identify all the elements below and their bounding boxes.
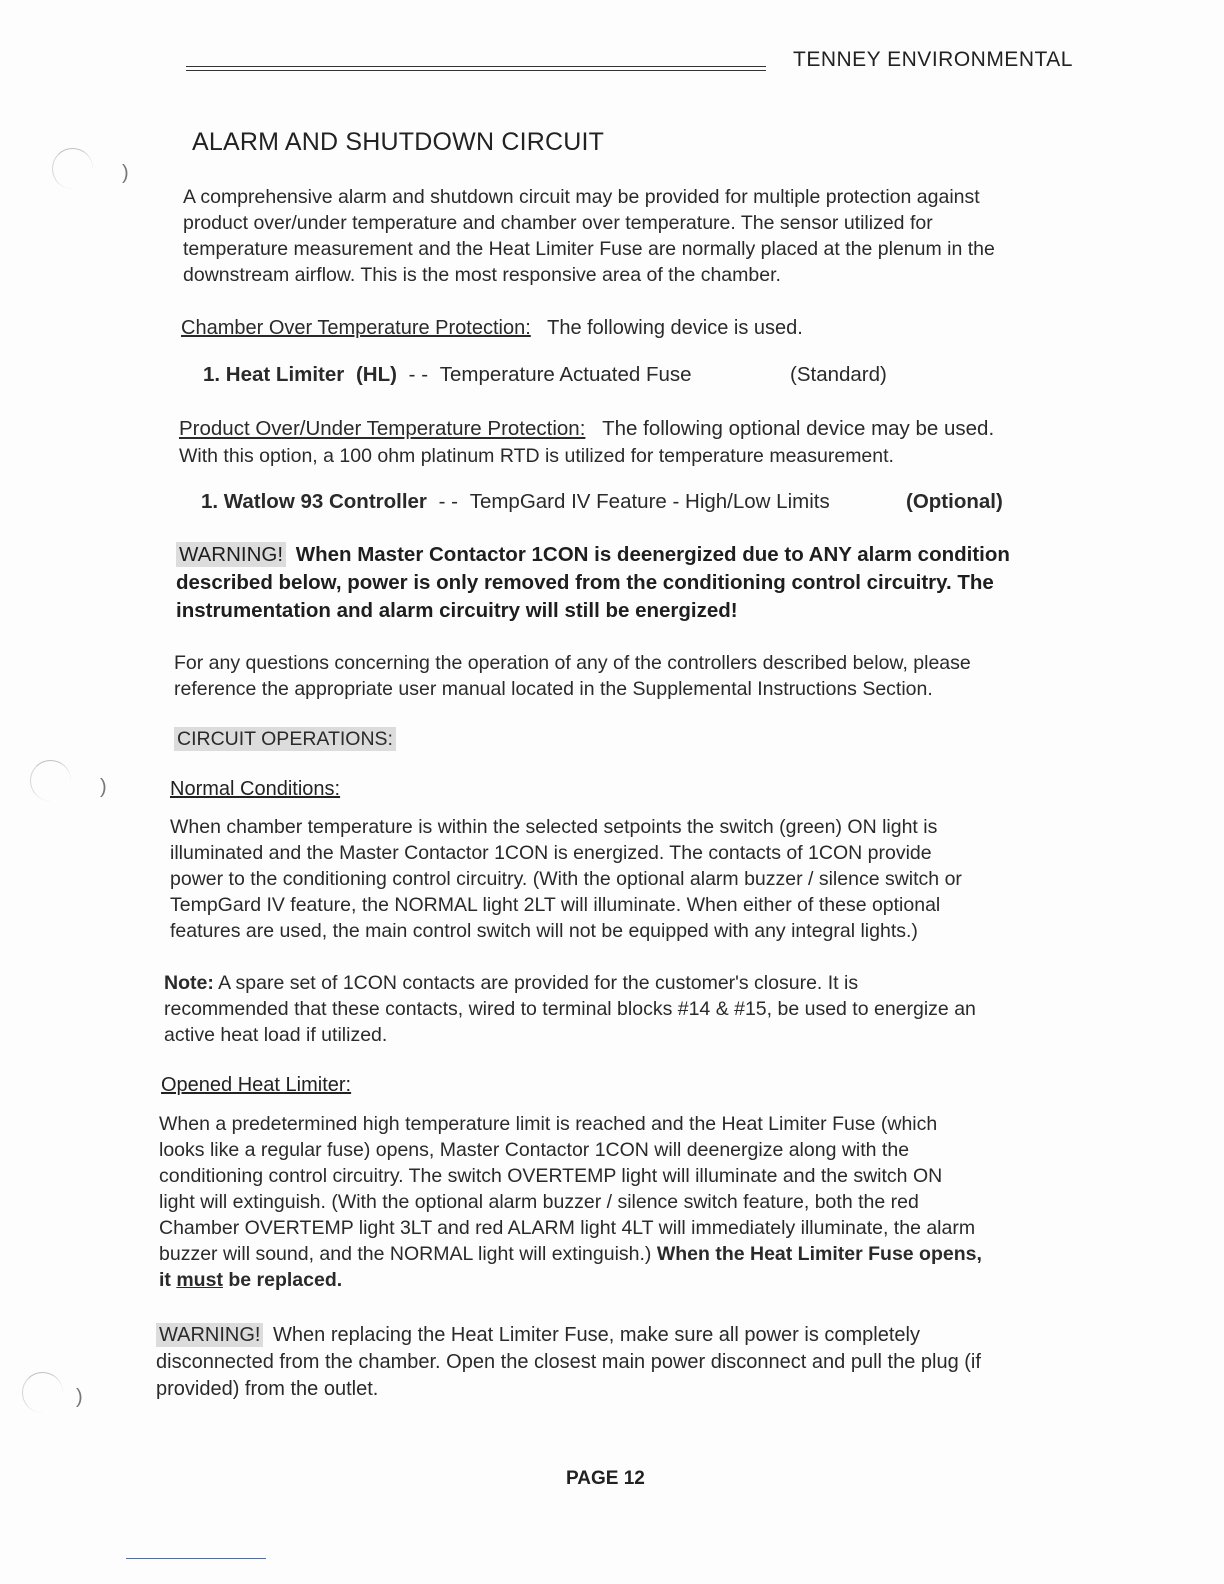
punch-hole-middle xyxy=(30,760,71,801)
opened-line: conditioning control circuitry. The switch OVERTEMP light will illuminate and the switch ON xyxy=(159,1165,943,1187)
normal-line: power to the conditioning control circuitry. (With the optional alarm buzzer / silence switch or xyxy=(170,868,962,890)
item-separator: - - xyxy=(438,490,458,513)
intro-paragraph xyxy=(183,184,995,288)
warning-line: disconnected from the chamber. Open the closest main power disconnect and pull the plug (if xyxy=(156,1351,981,1373)
questions-line: For any questions concerning the operation of any of the controllers described below, please xyxy=(174,652,971,674)
punch-hole-middle-mark: ) xyxy=(100,776,107,798)
warning-tag: WARNING! xyxy=(156,1323,263,1347)
opened-line: When a predetermined high temperature limit is reached and the Heat Limiter Fuse (which xyxy=(159,1113,938,1135)
warning-line: provided) from the outlet. xyxy=(156,1378,379,1400)
normal-conditions-paragraph xyxy=(170,814,962,944)
note-label: Note: xyxy=(164,972,214,994)
note-line: A spare set of 1CON contacts are provided for the customer's closure. It is xyxy=(218,972,859,994)
product-protection-item xyxy=(201,489,830,515)
chamber-protection-heading: Chamber Over Temperature Protection: xyxy=(181,317,531,339)
circuit-operations-label: CIRCUIT OPERATIONS: xyxy=(174,727,396,751)
warning-tag: WARNING! xyxy=(176,542,286,567)
questions-paragraph xyxy=(174,650,971,702)
product-protection xyxy=(179,416,994,442)
chamber-protection xyxy=(181,315,803,341)
punch-hole-bottom-mark: ) xyxy=(76,1386,83,1408)
warning-block-1 xyxy=(176,541,1010,625)
warning-line: When replacing the Heat Limiter Fuse, make sure all power is completely xyxy=(273,1324,920,1346)
normal-line: features are used, the main control switch will not be equipped with any integral lights.) xyxy=(170,920,918,942)
circuit-operations-heading xyxy=(174,726,396,752)
warning-block-2 xyxy=(156,1322,981,1403)
normal-line: TempGard IV feature, the NORMAL light 2LT will illuminate. When either of these optional xyxy=(170,894,941,916)
normal-line: When chamber temperature is within the selected setpoints the switch (green) ON light is xyxy=(170,816,938,838)
warning-line: described below, power is only removed from the conditioning control circuitry. The xyxy=(176,571,994,594)
opened-line-must: must xyxy=(176,1269,223,1291)
opened-line: buzzer will sound, and the NORMAL light will extinguish.) xyxy=(159,1243,652,1265)
item-label: 1. Watlow 93 Controller xyxy=(201,490,427,513)
opened-heat-limiter-heading: Opened Heat Limiter: xyxy=(161,1074,352,1096)
punch-hole-top xyxy=(52,148,93,189)
normal-conditions-heading: Normal Conditions: xyxy=(170,778,341,800)
note-paragraph xyxy=(164,970,976,1048)
punch-hole-top-mark: ) xyxy=(122,162,129,184)
header-rule-secondary xyxy=(186,70,766,71)
note-line: active heat load if utilized. xyxy=(164,1024,388,1046)
warning-line: instrumentation and alarm circuitry will still be energized! xyxy=(176,599,738,622)
punch-hole-bottom xyxy=(22,1372,63,1413)
normal-line: illuminated and the Master Contactor 1CON is energized. The contacts of 1CON provide xyxy=(170,842,932,864)
intro-line: downstream airflow. This is the most responsive area of the chamber. xyxy=(183,264,781,286)
intro-line: A comprehensive alarm and shutdown circuit may be provided for multiple protection against xyxy=(183,186,980,208)
opened-line-it: it xyxy=(159,1269,171,1291)
questions-line: reference the appropriate user manual located in the Supplemental Instructions Section. xyxy=(174,678,933,700)
opened-line-bold: When the Heat Limiter Fuse opens, xyxy=(656,1243,982,1265)
header-rule xyxy=(186,66,766,67)
opened-line-replaced: be replaced. xyxy=(228,1269,343,1291)
chamber-protection-text: The following device is used. xyxy=(547,317,803,339)
item-label: 1. Heat Limiter xyxy=(203,363,345,386)
opened-line: light will extinguish. (With the optional alarm buzzer / silence switch feature, both the red xyxy=(159,1191,919,1213)
intro-line: product over/under temperature and chamber over temperature. The sensor utilized for xyxy=(183,212,933,234)
company-name: TENNEY ENVIRONMENTAL xyxy=(793,48,1073,71)
chamber-protection-item xyxy=(203,362,692,388)
item-description: TempGard IV Feature - High/Low Limits xyxy=(469,490,830,513)
item-description: Temperature Actuated Fuse xyxy=(439,363,692,386)
intro-line: temperature measurement and the Heat Limiter Fuse are normally placed at the plenum in the xyxy=(183,238,995,260)
note-line: recommended that these contacts, wired to terminal blocks #14 & #15, be used to energize an xyxy=(164,998,976,1020)
product-protection-heading: Product Over/Under Temperature Protection: xyxy=(179,417,586,440)
opened-line: looks like a regular fuse) opens, Master Contactor 1CON will deenergize along with the xyxy=(159,1139,910,1161)
chamber-item-status: (Standard) xyxy=(790,363,887,386)
product-item-status: (Optional) xyxy=(906,490,1003,513)
product-protection-line2: With this option, a 100 ohm platinum RTD is utilized for temperature measurement. xyxy=(179,445,894,467)
opened-heat-limiter-paragraph xyxy=(159,1111,982,1293)
item-separator: - - xyxy=(408,363,429,386)
item-abbr: (HL) xyxy=(355,363,397,386)
opened-line: Chamber OVERTEMP light 3LT and red ALARM light 4LT will immediately illuminate, the alarm xyxy=(159,1217,976,1239)
warning-line: When Master Contactor 1CON is deenergized due to ANY alarm condition xyxy=(295,543,1010,566)
page-title: ALARM AND SHUTDOWN CIRCUIT xyxy=(192,128,605,156)
page-number: PAGE 12 xyxy=(566,1468,645,1489)
bottom-edge-line xyxy=(126,1558,266,1559)
product-protection-text: The following optional device may be used. xyxy=(602,417,995,440)
